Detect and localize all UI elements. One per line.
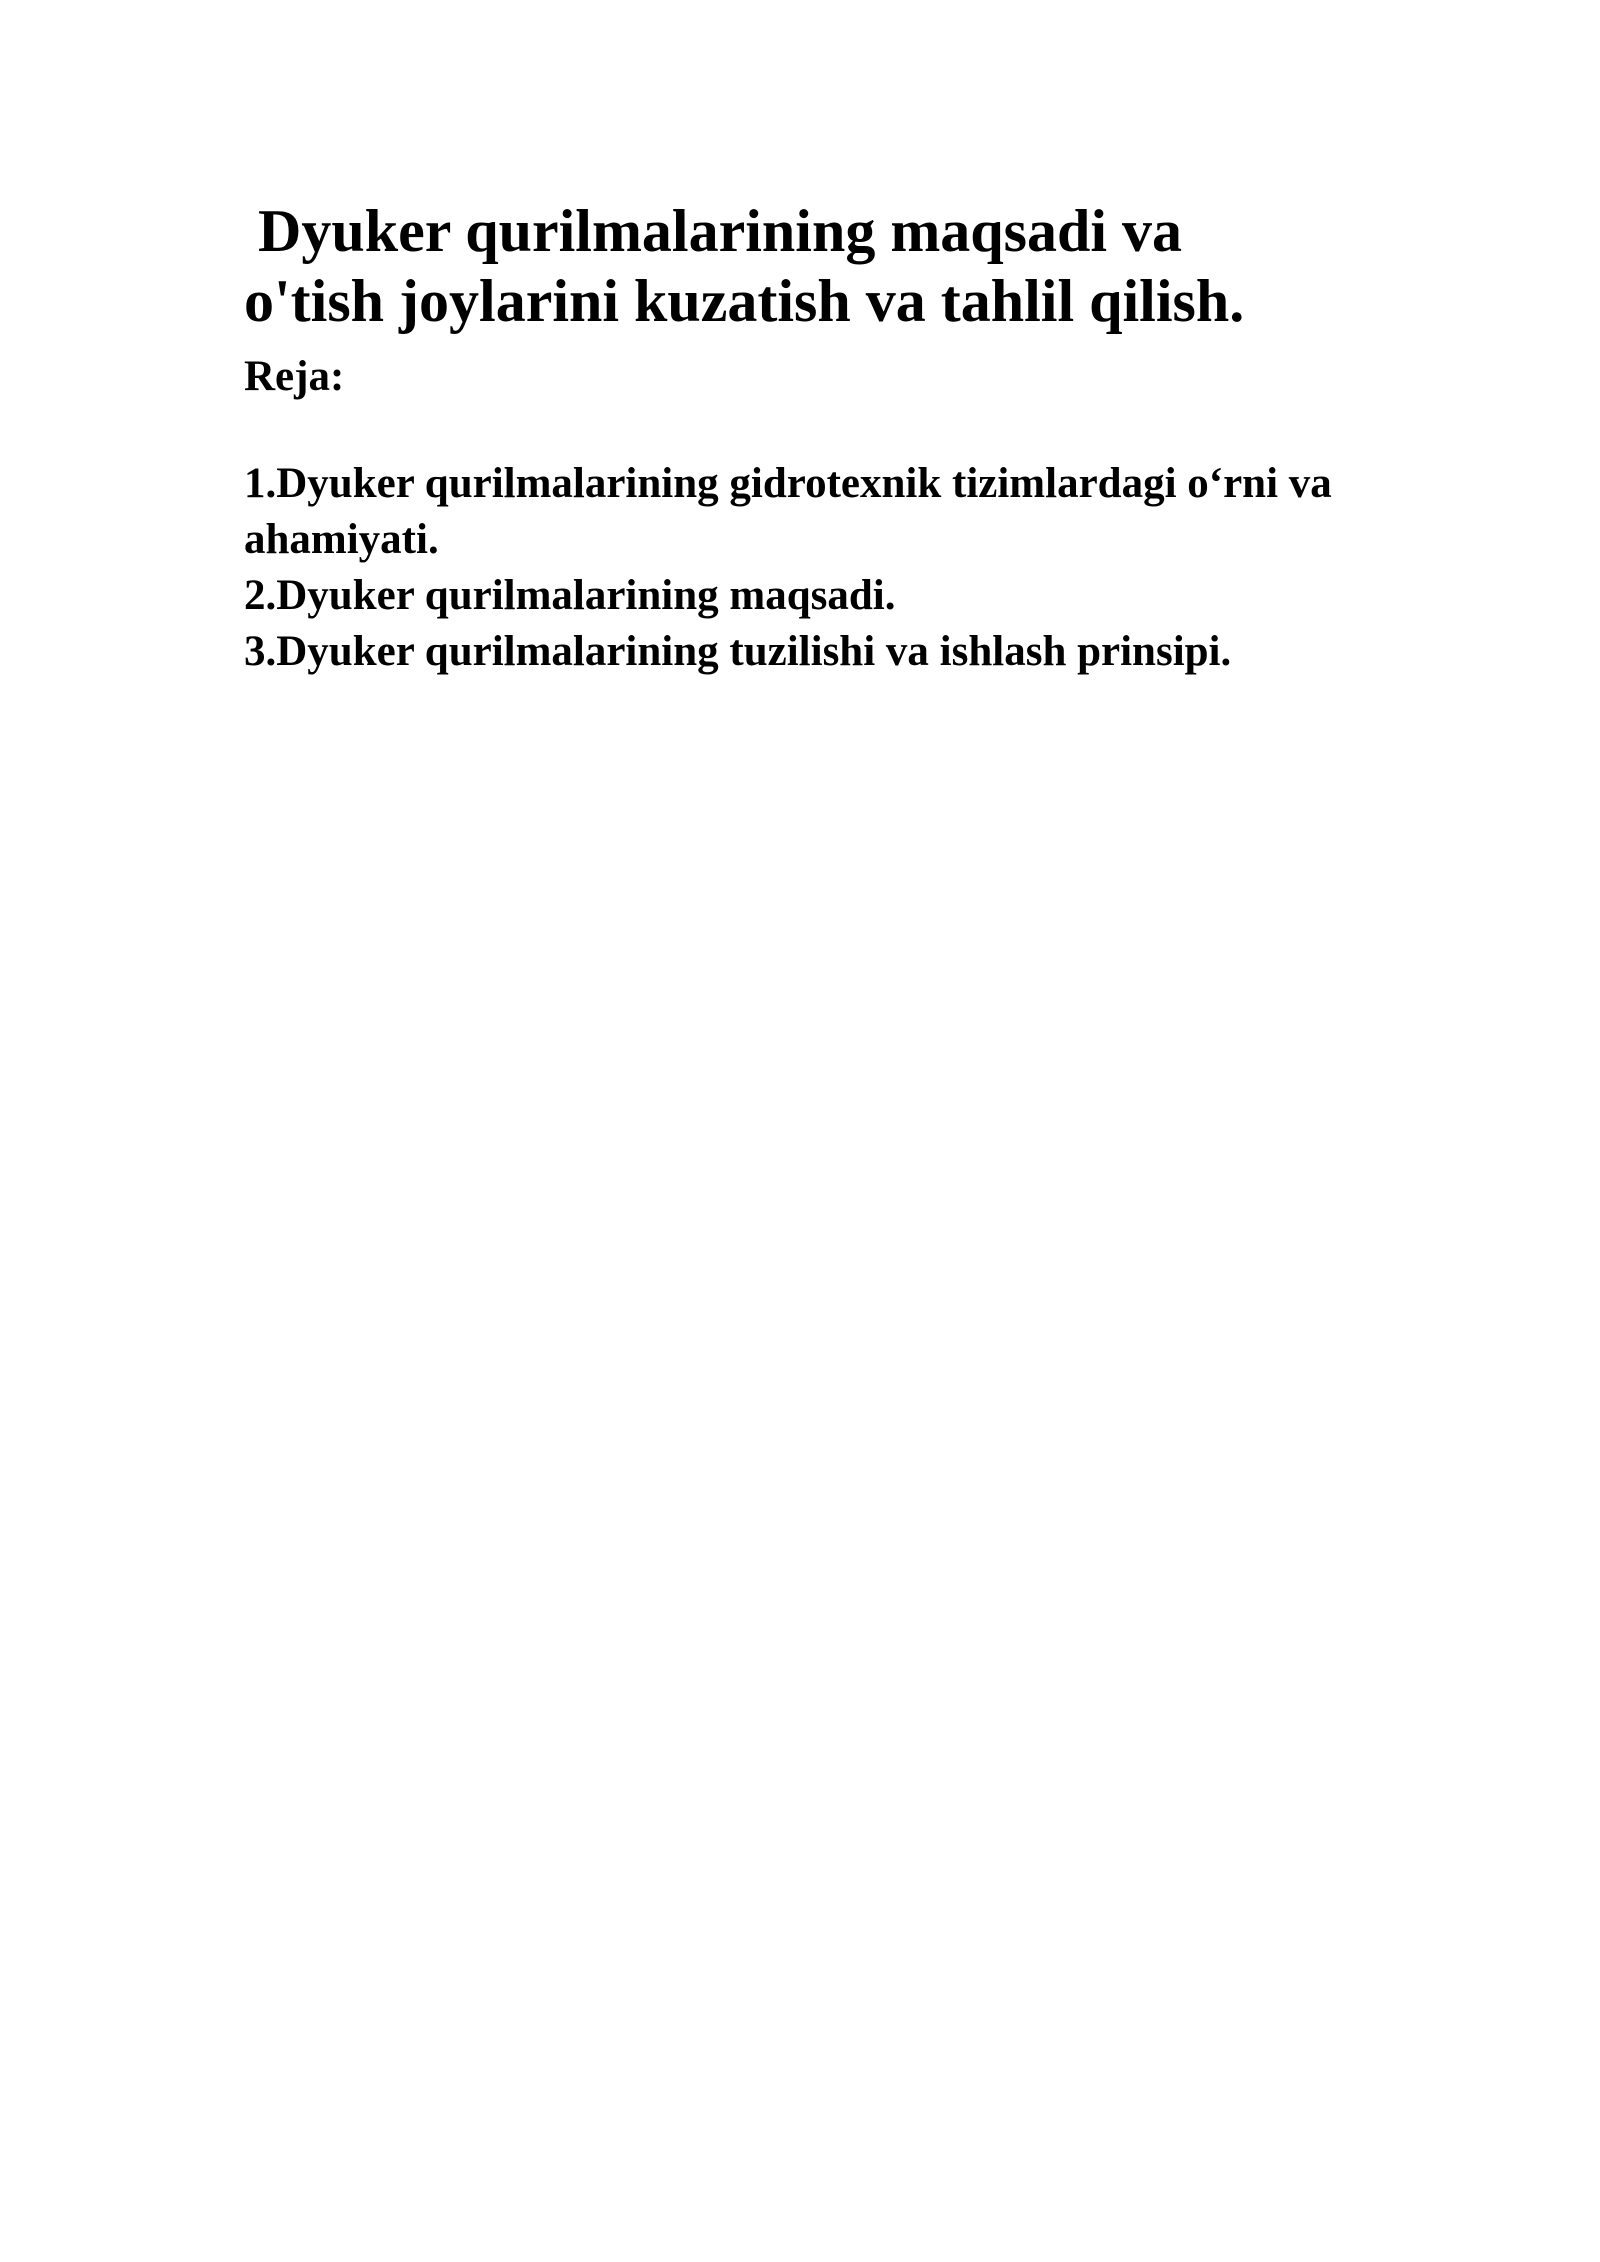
plan-heading: Reja: <box>244 353 345 400</box>
document-content <box>244 196 1424 680</box>
plan-list <box>244 456 1424 680</box>
plan-item-3: 3.Dyuker qurilmalarining tuzilishi va ishlash prinsipi. <box>244 628 1232 675</box>
title-line-2: o'tish joylarini kuzatish va tahlil qilish. <box>244 268 1245 334</box>
title-line-1: Dyuker qurilmalarining maqsadi va <box>258 198 1183 264</box>
plan-item-1: 1.Dyuker qurilmalarining gidrotexnik tizimlardagi o‘rni va ahamiyati. <box>244 460 1332 563</box>
document-title <box>244 196 1424 336</box>
plan-item-2: 2.Dyuker qurilmalarining maqsadi. <box>244 572 896 619</box>
